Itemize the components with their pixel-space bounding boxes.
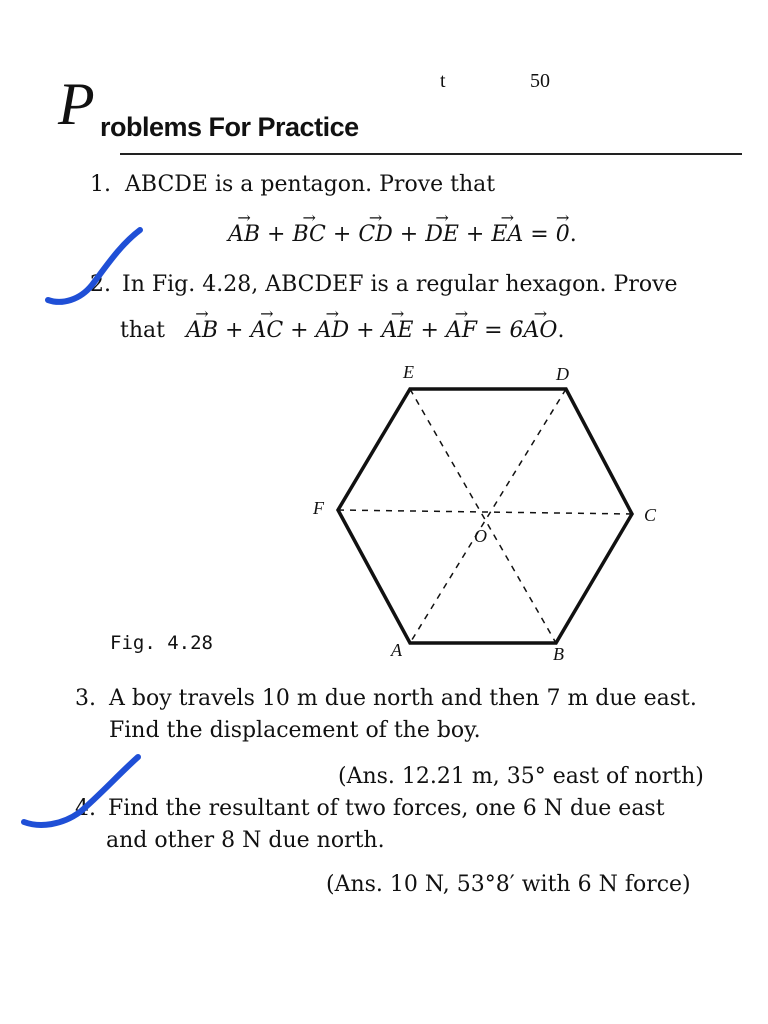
vertex-label-o: O (474, 526, 487, 546)
problem-4-answer: (Ans. 10 N, 53°8′ with 6 N force) (326, 872, 691, 897)
vector-term: → BC (292, 222, 325, 247)
problem-3-answer: (Ans. 12.21 m, 35° east of north) (338, 764, 704, 789)
vector-term: → AC (250, 318, 283, 343)
vector-term: → AE (382, 318, 414, 343)
figure-caption: Fig. 4.28 (110, 632, 213, 654)
vector-term: → CD (358, 222, 392, 247)
vertex-label-f: F (313, 498, 324, 518)
problem-4-text-2: and other 8 N due north. (106, 828, 385, 853)
page-number-right: 50 (530, 70, 550, 92)
vector-term: → EA (491, 222, 523, 247)
vector-term: → AD (316, 318, 350, 343)
vertex-label-a: A (391, 640, 402, 660)
problem-4-text: Find the resultant of two forces, one 6 N due east (108, 796, 665, 821)
problem-1-equation: → AB + → BC + → CD + → DE + → EA = → 0. (228, 222, 577, 247)
vector-term: → AF (446, 318, 477, 343)
problem-4-number: 4. (75, 796, 96, 821)
vector-term: → AB (228, 222, 260, 247)
problem-1-number: 1. (90, 172, 111, 197)
vertex-label-c: C (644, 505, 657, 525)
problem-3-text: A boy travels 10 m due north and then 7 m due east. (109, 686, 697, 711)
equation-period: . (557, 318, 565, 343)
problem-2-equation: that → AB + → AC + → AD + → AE + → AF = 6→ AO. (120, 318, 564, 343)
heading-initial: P (58, 71, 95, 137)
zero-vector: → 0 (556, 222, 570, 247)
vector-term: → DE (425, 222, 459, 247)
vertex-label-e: E (403, 362, 414, 382)
vertex-label-d: D (556, 364, 569, 384)
coefficient: 6 (509, 318, 524, 343)
problem-3-text-2: Find the displacement of the boy. (109, 718, 481, 743)
problem-2-that: that (120, 318, 165, 343)
problem-2-text: In Fig. 4.28, ABCDEF is a regular hexagon. Prove (122, 272, 678, 297)
vector-term: → AB (186, 318, 218, 343)
vertex-label-b: B (553, 644, 564, 664)
problem-2-number: 2. (90, 272, 111, 297)
vector-term: → AO (524, 318, 558, 343)
section-heading: roblems For Practice (100, 112, 359, 142)
problem-1-text: ABCDE is a pentagon. Prove that (125, 172, 496, 197)
problem-3-number: 3. (75, 686, 96, 711)
equation-period: . (569, 222, 577, 247)
page-number-left: t (440, 70, 446, 92)
